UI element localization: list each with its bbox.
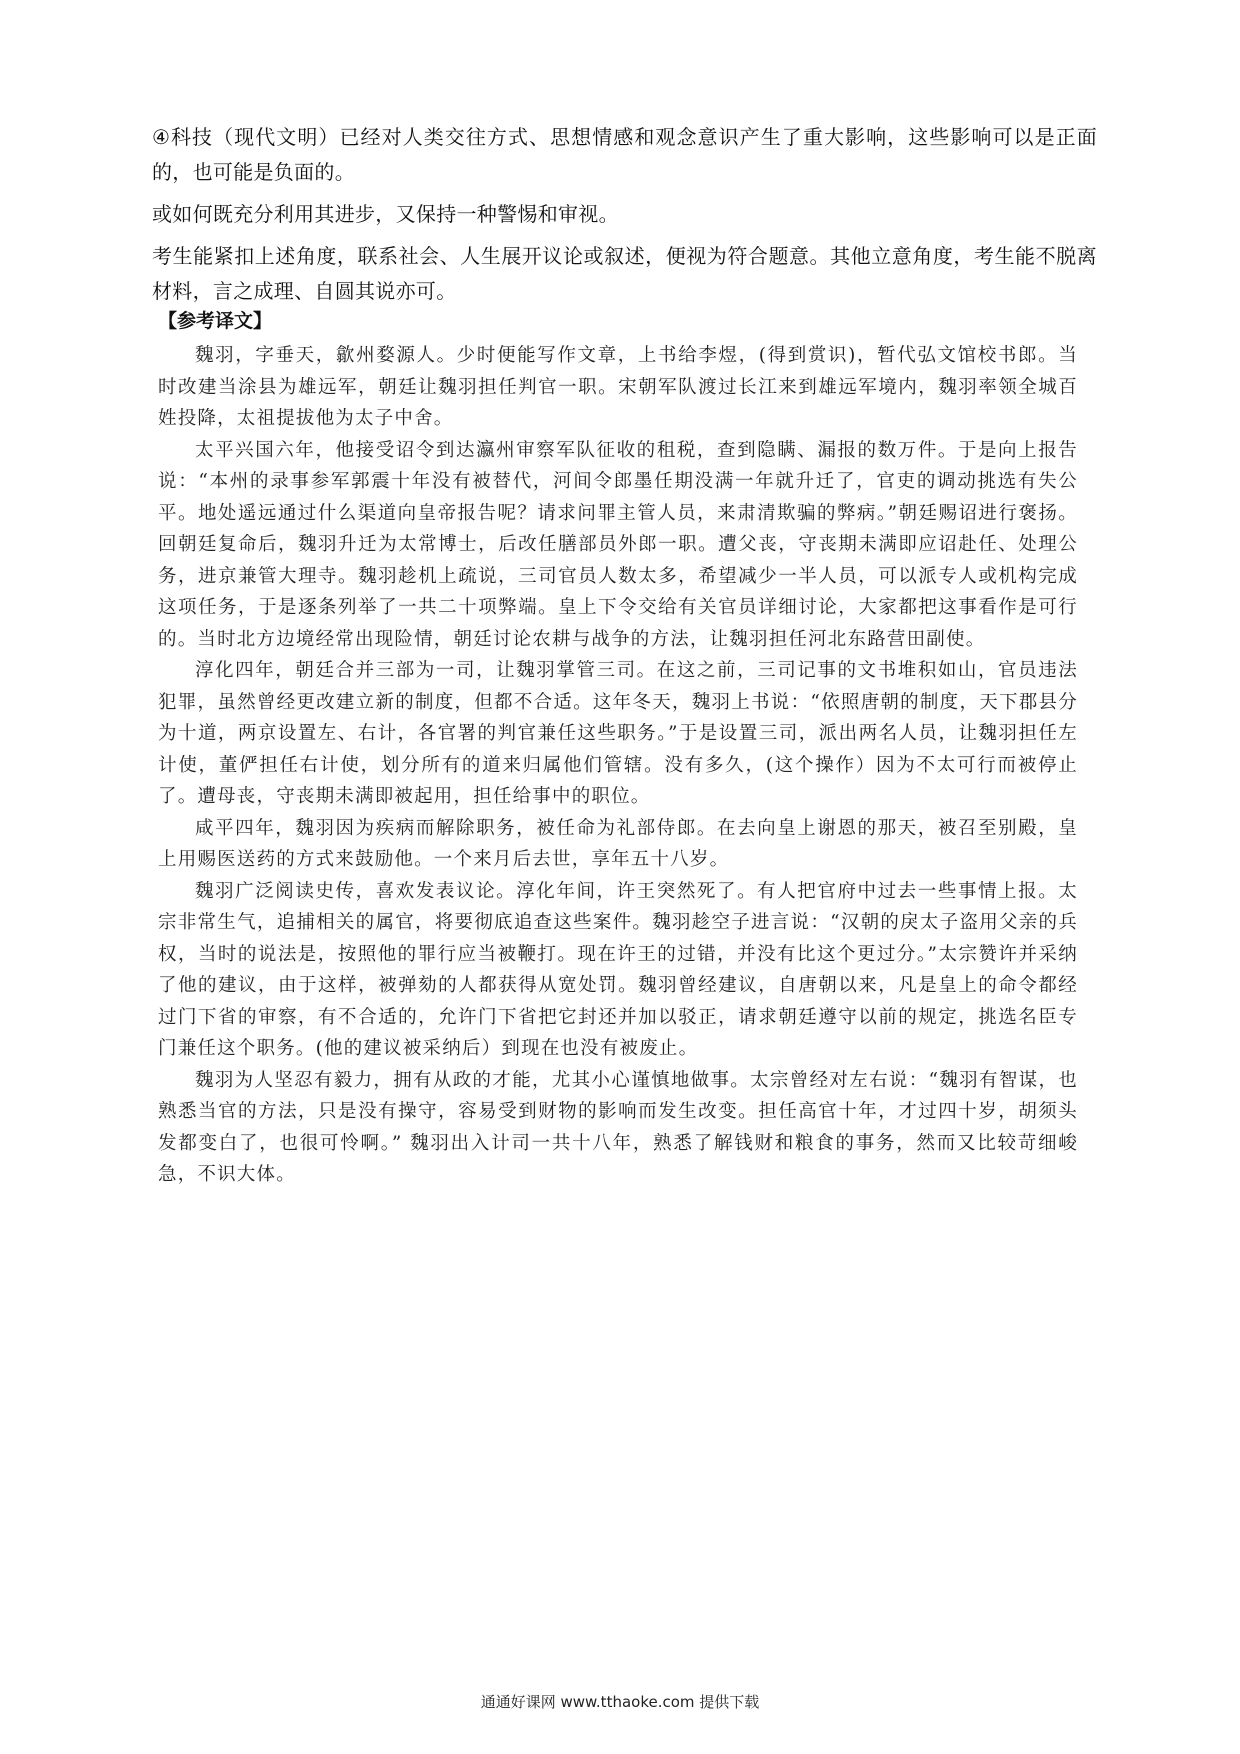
translation-paragraph-6: 魏羽为人坚忍有毅力，拥有从政的才能，尤其小心谨慎地做事。太宗曾经对左右说：“魏羽有智谋，也熟悉当官的方法，只是没有操守，容易受到财物的影响而发生改变。担任高官十年，才过四十岁，胡须头发都变白了，也很可怜啊。” 魏羽出入计司一共十八年，熟悉了解钱财和粮食的事务，然而又比较苛细峻急，不识大体。	[158, 1069, 1078, 1185]
translation-paragraph-4: 咸平四年，魏羽因为疾病而解除职务，被任命为礼部侍郎。在去向皇上谢恩的那天，被召至别殿，皇上用赐医送药的方式来鼓励他。一个来月后去世，享年五十八岁。	[158, 817, 1078, 870]
translation-paragraph-1: 魏羽，字垂天，歙州婺源人。少时便能写作文章，上书给李煜，(得到赏识)，暂代弘文馆校书郎。当时改建当涂县为雄远军，朝廷让魏羽担任判官一职。宋朝军队渡过长江来到雄远军境内，魏羽率领全城百姓投降，太祖提拔他为太子中舍。	[158, 345, 1078, 429]
translation-paragraph-3: 淳化四年，朝廷合并三部为一司，让魏羽掌管三司。在这之前，三司记事的文书堆积如山，官员违法犯罪，虽然曾经更改建立新的制度，但都不合适。这年冬天，魏羽上书说：“依照唐朝的制度，天下郡县分为十道，两京设置左、右计，各官署的判官兼任这些职务。”于是设置三司，派出两名人员，让魏羽担任左计使，董俨担任右计使，划分所有的道来归属他们管辖。没有多久，(这个操作）因为不太可行而被停止了。遭母丧，守丧期未满即被起用，担任给事中的职位。	[158, 660, 1078, 807]
translation-heading: 【参考译文】	[158, 310, 273, 332]
intro-paragraph-1: ④科技（现代文明）已经对人类交往方式、思想情感和观念意识产生了重大影响，这些影响可以是正面的，也可能是负面的。	[152, 125, 1097, 184]
page-footer: 通通好课网 www.tthaoke.com 提供下载	[480, 1693, 760, 1711]
translation-paragraph-5: 魏羽广泛阅读史传，喜欢发表议论。淳化年间，许王突然死了。有人把官府中过去一些事情上报。太宗非常生气，追捕相关的属官，将要彻底追查这些案件。魏羽趁空子进言说：“汉朝的戾太子盗用父亲的兵权，当时的说法是，按照他的罪行应当被鞭打。现在许王的过错，并没有比这个更过分。”太宗赞许并采纳了他的建议，由于这样，被弹劾的人都获得从宽处罚。魏羽曾经建议，自唐朝以来，凡是皇上的命令都经过门下省的审察，有不合适的，允许门下省把它封还并加以驳正，请求朝廷遵守以前的规定，挑选名臣专门兼任这个职务。(他的建议被采纳后）到现在也没有被废止。	[158, 880, 1078, 1059]
translation-body	[158, 340, 1078, 1191]
intro-paragraph-2: 或如何既充分利用其进步，又保持一种警惕和审视。	[152, 202, 619, 226]
translation-paragraph-2: 太平兴国六年，他接受诏令到达瀛州审察军队征收的租税，查到隐瞒、漏报的数万件。于是向上报告说：“本州的录事参军郭震十年没有被替代，河间令郎墨任期没满一年就升迁了，官吏的调动挑选有失公平。地处遥远通过什么渠道向皇帝报告呢？请求问罪主管人员，来肃清欺骗的弊病。”朝廷赐诏进行褒扬。回朝廷复命后，魏羽升迁为太常博士，后改任膳部员外郎一职。遭父丧，守丧期未满即应诏赴任、处理公务，进京兼管大理寺。魏羽趁机上疏说，三司官员人数太多，希望减少一半人员，可以派专人或机构完成这项任务，于是逐条列举了一共二十项弊端。皇上下令交给有关官员详细讨论，大家都把这事看作是可行的。当时北方边境经常出现险情，朝廷讨论农耕与战争的方法，让魏羽担任河北东路营田副使。	[158, 439, 1078, 650]
intro-paragraph-3: 考生能紧扣上述角度，联系社会、人生展开议论或叙述，便视为符合题意。其他立意角度，考生能不脱离材料，言之成理、自圆其说亦可。	[152, 244, 1097, 303]
answer-notes	[152, 120, 1097, 316]
